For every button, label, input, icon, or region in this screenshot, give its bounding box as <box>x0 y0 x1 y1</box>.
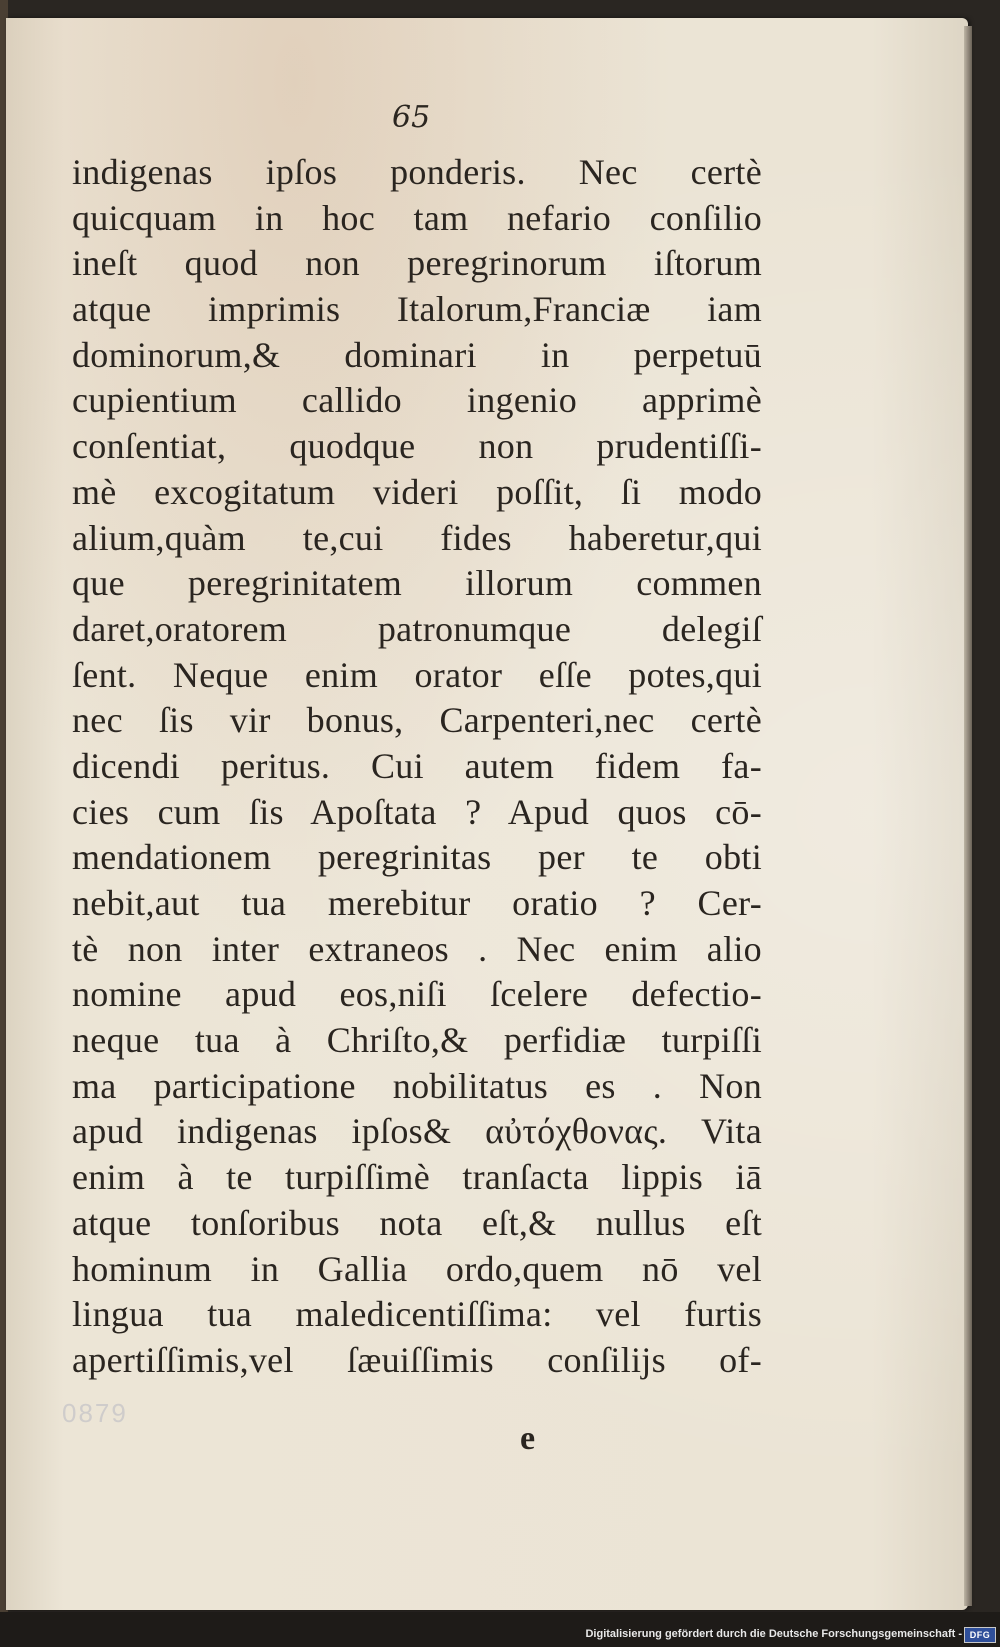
text-line: dominorum,& dominari in perpetuū <box>72 334 762 375</box>
text-line: nec ſis vir bonus, Carpenteri,nec certè <box>72 700 762 741</box>
text-line: quicquam in hoc tam nefario conſilio <box>72 197 762 238</box>
body-text <box>72 150 762 1384</box>
text-line: apertiſſimis,vel ſæuiſſimis conſilijs of- <box>72 1339 762 1380</box>
text-line: daret,oratorem patronumque delegiſ <box>72 608 762 649</box>
text-line: enim à te turpiſſimè tranſacta lippis iā <box>72 1157 762 1198</box>
text-line: atque tonſoribus nota eſt,& nullus eſt <box>72 1202 762 1243</box>
text-line: cies cum ſis Apoſtata ? Apud quos cō- <box>72 791 762 832</box>
library-stamp: 0879 <box>62 1398 128 1428</box>
text-line: ma participatione nobilitatus es . Non <box>72 1065 762 1106</box>
text-line: tè non inter extraneos . Nec enim alio <box>72 928 762 969</box>
text-line: ineſt quod non peregrinorum iſtorum <box>72 243 762 284</box>
text-line: nebit,aut tua merebitur oratio ? Cer- <box>72 883 762 923</box>
dfg-logo-text: DFG <box>969 1630 991 1640</box>
text-line: mè excogitatum videri poſſit, ſi modo <box>72 471 762 512</box>
text-line: indigenas ipſos ponderis. Nec certè <box>72 152 762 192</box>
text-line: lingua tua maledicentiſſima: vel furtis <box>72 1294 762 1335</box>
text-line: dicendi peritus. Cui autem fidem fa- <box>72 745 762 786</box>
text-line: que peregrinitatem illorum commen <box>72 563 762 604</box>
text-line: nomine apud eos,niſi ſcelere defectio- <box>72 974 762 1015</box>
text-line: alium,quàm te,cui fides haberetur,qui <box>72 517 762 558</box>
text-line: mendationem peregrinitas per te obti <box>72 837 762 878</box>
text-line: conſentiat, quodque non prudentiſſi- <box>72 426 762 467</box>
funding-credit: Digitalisierung gefördert durch die Deutsche Forschungsgemeinschaft - <box>585 1628 962 1640</box>
text-line: apud indigenas ipſos& αὐτόχθονας. Vita <box>72 1111 762 1152</box>
dfg-logo-icon <box>964 1627 996 1643</box>
text-line: neque tua à Chriſto,& perfidiæ turpiſſi <box>72 1020 762 1061</box>
page-number: 65 <box>392 100 431 135</box>
text-line: cupientium callido ingenio apprimè <box>72 380 762 421</box>
text-line: hominum in Gallia ordo,quem nō vel <box>72 1248 762 1289</box>
text-line: atque imprimis Italorum,Franciæ iam <box>72 289 762 330</box>
text-line: ſent. Neque enim orator eſſe potes,qui <box>72 654 762 695</box>
page-edge-shadow <box>964 26 972 1606</box>
catchword: e <box>520 1420 536 1457</box>
